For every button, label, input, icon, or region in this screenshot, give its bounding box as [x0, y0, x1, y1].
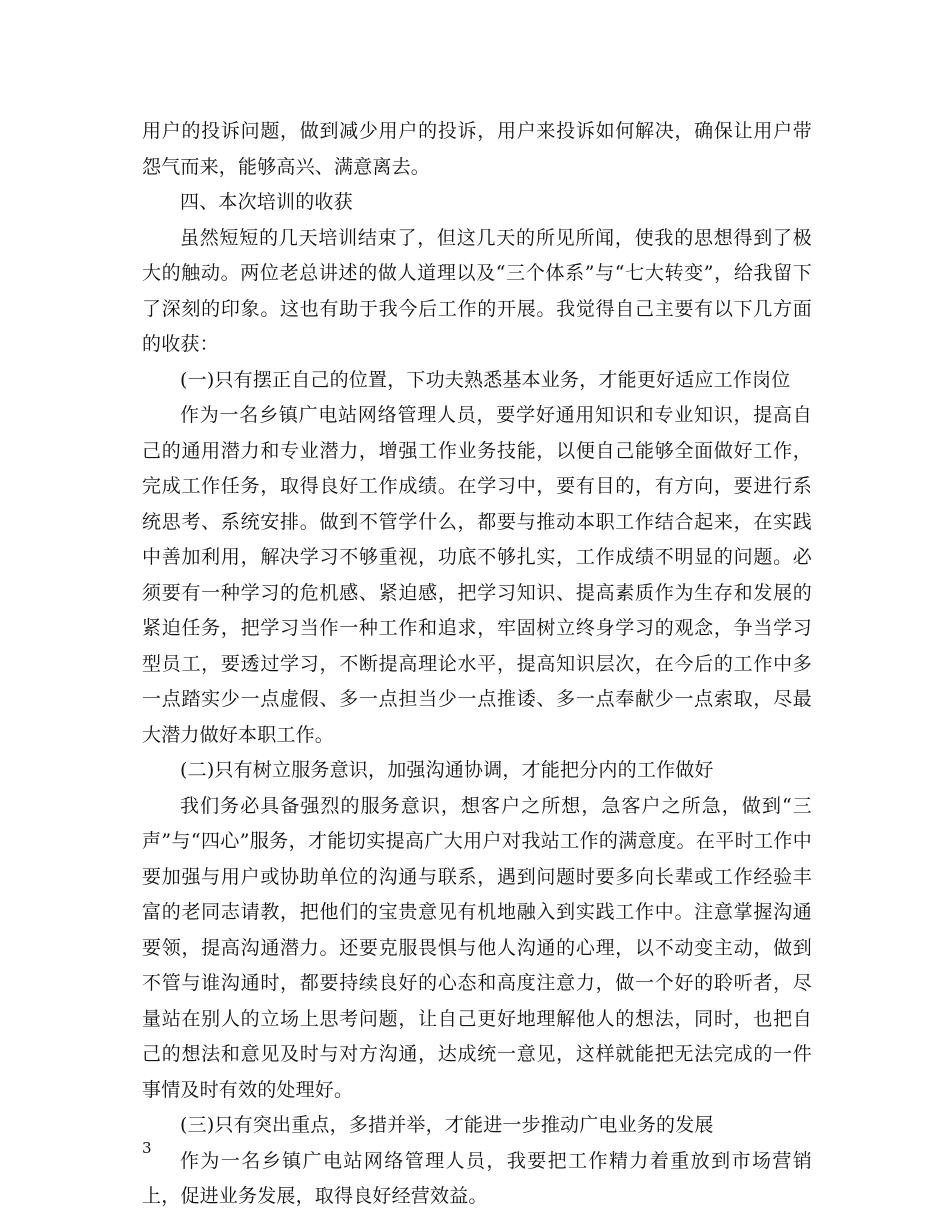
- page-number: 3: [142, 1139, 152, 1157]
- paragraph-training-impressions: 虽然短短的几天培训结束了，但这几天的所见所闻，使我的思想得到了极大的触动。两位老总讲述的做人道理以及“三个体系”与“七大转变”，给我留下了深刻的印象。这也有助于我今后工作的开展。我觉得自己主要有以下几方面的收获：: [142, 226, 812, 355]
- paragraph-service-and-communication: 我们务必具备强烈的服务意识，想客户之所想，急客户之所急，做到“三声”与“四心”服务，才能切实提高广大用户对我站工作的满意度。在平时工作中要加强与用户或协助单位的沟通与联系，遇到问题时要多向长辈或工作经验丰富的老同志请教，把他们的宝贵意见有机地融入到实践工作中。注意掌握沟通要领，提高沟通潜力。还要克服畏惧与他人沟通的心理，以不动变主动，做到不管与谁沟通时，都要持续良好的心态和高度注意力，做一个好的聆听者，尽量站在别人的立场上思考问题，让自己更好地理解他人的想法，同时，也把自己的想法和意见及时与对方沟通，达成统一意见，这样就能把无法完成的一件事情及时有效的处理好。: [142, 794, 812, 1101]
- subheading-service-awareness: (二)只有树立服务意识，加强沟通协调，才能把分内的工作做好: [180, 759, 714, 781]
- subheading-business-development: (三)只有突出重点，多措并举，才能进一步推动广电业务的发展: [180, 1114, 714, 1136]
- paragraph-complaint-handling: 用户的投诉问题，做到减少用户的投诉，用户来投诉如何解决，确保让用户带怨气而来，能够高兴、满意离去。: [142, 120, 812, 178]
- subheading-position-and-skills: (一)只有摆正自己的位置，下功夫熟悉基本业务，才能更好适应工作岗位: [180, 368, 791, 391]
- section-heading-training-gains: 四、本次培训的收获: [180, 191, 353, 213]
- paragraph-learning-and-skills: 作为一名乡镇广电站网络管理人员，要学好通用知识和专业知识，提高自己的通用潜力和专业潜力，增强工作业务技能，以便自己能够全面做好工作，完成工作任务，取得良好工作成绩。在学习中，要有目的，有方向，要进行系统思考、系统安排。做到不管学什么，都要与推动本职工作结合起来，在实践中善加利用，解决学习不够重视，功底不够扎实，工作成绩不明显的问题。必须要有一种学习的危机感、紧迫感，把学习知识、提高素质作为生存和发展的紧迫任务，把学习当作一种工作和追求，牢固树立终身学习的观念，争当学习型员工，要透过学习，不断提高理论水平，提高知识层次，在今后的工作中多一点踏实少一点虚假、多一点担当少一点推诿、多一点奉献少一点索取，尽最大潜力做好本职工作。: [142, 404, 812, 746]
- paragraph-marketing-focus: 作为一名乡镇广电站网络管理人员，我要把工作精力着重放到市场营销上，促进业务发展，取得良好经营效益。: [142, 1149, 812, 1207]
- document-body: [142, 114, 812, 1215]
